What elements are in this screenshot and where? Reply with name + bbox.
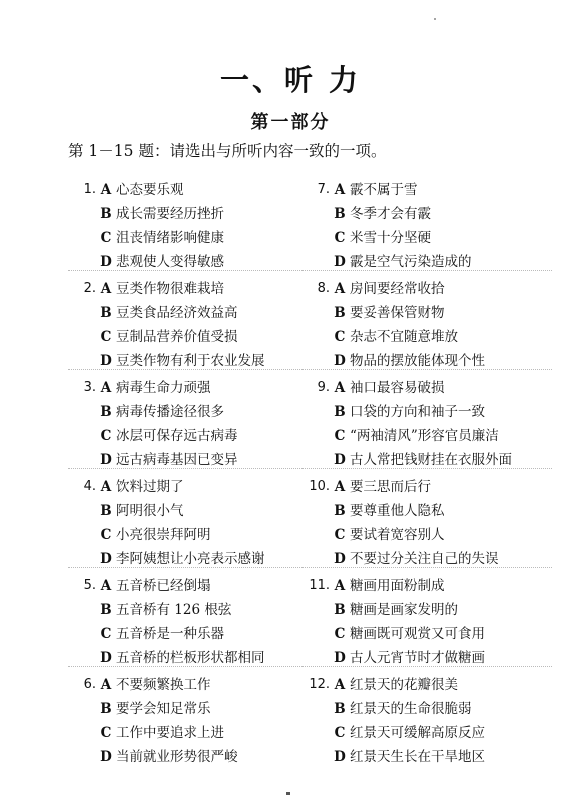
left-question-column — [68, 178, 318, 769]
option-letter: C — [334, 626, 346, 642]
question-number: 10. — [309, 479, 330, 494]
option-letter: A — [100, 578, 112, 594]
answer-option — [302, 424, 552, 448]
option-text: 心态要乐观 — [116, 182, 184, 198]
answer-option — [68, 673, 318, 697]
option-letter: B — [334, 305, 346, 321]
option-letter: C — [100, 329, 112, 345]
question-number: 5. — [83, 578, 96, 593]
option-letter: D — [334, 452, 346, 468]
option-letter: D — [100, 254, 112, 270]
answer-option — [302, 622, 552, 646]
option-text: 糖画用面粉制成 — [350, 578, 445, 594]
option-letter: D — [334, 551, 346, 567]
answer-option — [302, 178, 552, 202]
question-number: 2. — [83, 281, 96, 296]
answer-option — [68, 745, 318, 769]
answer-option — [68, 475, 318, 499]
option-text: 当前就业形势很严峻 — [116, 749, 238, 765]
option-letter: C — [100, 725, 112, 741]
answer-option — [68, 598, 318, 622]
question-block — [302, 574, 552, 673]
option-letter: C — [100, 428, 112, 444]
option-text: 红景天生长在干旱地区 — [350, 749, 485, 765]
answer-option — [302, 673, 552, 697]
option-letter: B — [334, 503, 346, 519]
page-number-mark — [286, 792, 290, 795]
option-letter: A — [334, 182, 346, 198]
answer-option — [68, 277, 318, 301]
option-letter: D — [334, 650, 346, 666]
option-text: 口袋的方向和袖子一致 — [350, 404, 485, 420]
question-block — [68, 178, 318, 277]
option-letter: C — [334, 527, 346, 543]
option-text: 远古病毒基因已变异 — [116, 452, 238, 468]
option-text: 成长需要经历挫折 — [116, 206, 224, 222]
option-letter: A — [334, 380, 346, 396]
option-text: 五音桥是一种乐器 — [116, 626, 224, 642]
option-text: 豆类作物有利于农业发展 — [116, 353, 265, 369]
option-letter: A — [334, 281, 346, 297]
option-letter: A — [100, 281, 112, 297]
option-text: 沮丧情绪影响健康 — [116, 230, 224, 246]
question-divider — [302, 567, 552, 568]
right-question-column — [302, 178, 552, 769]
option-text: 袖口最容易破损 — [350, 380, 445, 396]
question-block — [68, 277, 318, 376]
question-divider — [68, 270, 318, 271]
option-letter: B — [100, 701, 112, 717]
answer-option — [68, 523, 318, 547]
question-number: 4. — [83, 479, 96, 494]
option-text: 不要频繁换工作 — [116, 677, 211, 693]
question-block — [302, 673, 552, 769]
option-text: “两袖清风”形容官员廉洁 — [350, 428, 499, 444]
option-text: 病毒传播途径很多 — [116, 404, 224, 420]
option-text: 红景天的花瓣很美 — [350, 677, 458, 693]
answer-option — [68, 697, 318, 721]
option-letter: D — [100, 551, 112, 567]
answer-option — [302, 574, 552, 598]
option-text: 豆制品营养价值受损 — [116, 329, 238, 345]
question-number: 1. — [83, 182, 96, 197]
answer-option — [302, 376, 552, 400]
option-text: 豆类作物很难栽培 — [116, 281, 224, 297]
option-text: 五音桥有 126 根弦 — [116, 602, 232, 618]
option-text: 糖画是画家发明的 — [350, 602, 458, 618]
answer-option — [302, 202, 552, 226]
option-letter: B — [334, 206, 346, 222]
option-text: 糖画既可观赏又可食用 — [350, 626, 485, 642]
option-letter: A — [334, 578, 346, 594]
question-block — [302, 178, 552, 277]
option-letter: B — [100, 404, 112, 420]
option-letter: D — [100, 452, 112, 468]
option-letter: C — [334, 428, 346, 444]
option-text: 冰层可保存远古病毒 — [116, 428, 238, 444]
option-letter: B — [100, 602, 112, 618]
question-divider — [68, 468, 318, 469]
option-text: 霰是空气污染造成的 — [350, 254, 472, 270]
answer-option — [68, 424, 318, 448]
answer-option — [68, 301, 318, 325]
option-letter: B — [100, 206, 112, 222]
question-number: 3. — [83, 380, 96, 395]
option-text: 红景天可缓解高原反应 — [350, 725, 485, 741]
option-text: 要三思而后行 — [350, 479, 431, 495]
option-text: 不要过分关注自己的失误 — [350, 551, 499, 567]
option-letter: D — [334, 749, 346, 765]
option-letter: A — [100, 677, 112, 693]
question-block — [68, 574, 318, 673]
question-divider — [302, 666, 552, 667]
answer-option — [68, 325, 318, 349]
option-text: 物品的摆放能体现个性 — [350, 353, 485, 369]
answer-option — [68, 376, 318, 400]
option-text: 要尊重他人隐私 — [350, 503, 445, 519]
option-letter: B — [334, 602, 346, 618]
answer-option — [302, 598, 552, 622]
answer-option — [302, 277, 552, 301]
answer-option — [68, 622, 318, 646]
option-letter: C — [334, 329, 346, 345]
option-text: 冬季才会有霰 — [350, 206, 431, 222]
question-number: 9. — [317, 380, 330, 395]
option-letter: C — [334, 230, 346, 246]
option-letter: B — [100, 503, 112, 519]
option-letter: C — [100, 626, 112, 642]
option-text: 饮料过期了 — [116, 479, 184, 495]
option-text: 古人元宵节时才做糖画 — [350, 650, 485, 666]
option-text: 工作中要追求上进 — [116, 725, 224, 741]
question-divider — [68, 567, 318, 568]
option-text: 病毒生命力顽强 — [116, 380, 211, 396]
option-letter: D — [334, 353, 346, 369]
answer-option — [68, 202, 318, 226]
option-text: 要学会知足常乐 — [116, 701, 211, 717]
option-text: 阿明很小气 — [116, 503, 184, 519]
option-text: 霰不属于雪 — [350, 182, 418, 198]
answer-option — [302, 697, 552, 721]
question-divider — [68, 666, 318, 667]
answer-option — [302, 226, 552, 250]
option-letter: D — [334, 254, 346, 270]
option-letter: C — [334, 725, 346, 741]
option-text: 李阿姨想让小亮表示感谢 — [116, 551, 265, 567]
answer-option — [302, 721, 552, 745]
question-divider — [302, 468, 552, 469]
option-text: 小亮很崇拜阿明 — [116, 527, 211, 543]
question-block — [302, 475, 552, 574]
page-speck — [434, 18, 436, 20]
answer-option — [68, 178, 318, 202]
answer-option — [68, 226, 318, 250]
part-heading: 第一部分 — [250, 112, 331, 133]
option-text: 要妥善保管财物 — [350, 305, 445, 321]
answer-option — [302, 400, 552, 424]
option-letter: B — [334, 404, 346, 420]
answer-option — [302, 745, 552, 769]
question-block — [68, 475, 318, 574]
question-divider — [302, 369, 552, 370]
option-letter: B — [100, 305, 112, 321]
option-letter: D — [100, 353, 112, 369]
question-number: 8. — [317, 281, 330, 296]
option-letter: C — [100, 527, 112, 543]
option-text: 悲观使人变得敏感 — [116, 254, 224, 270]
option-text: 杂志不宜随意堆放 — [350, 329, 458, 345]
question-number: 11. — [309, 578, 330, 593]
answer-option — [302, 523, 552, 547]
answer-option — [302, 325, 552, 349]
answer-option — [68, 574, 318, 598]
option-letter: D — [100, 749, 112, 765]
option-letter: A — [100, 479, 112, 495]
instruction-text: 第 1－15 题：请选出与所听内容一致的一项。 — [68, 142, 387, 160]
option-letter: D — [100, 650, 112, 666]
answer-option — [68, 721, 318, 745]
answer-option — [68, 400, 318, 424]
option-text: 红景天的生命很脆弱 — [350, 701, 472, 717]
question-number: 12. — [309, 677, 330, 692]
question-block — [302, 376, 552, 475]
option-text: 要试着宽容别人 — [350, 527, 445, 543]
question-block — [68, 376, 318, 475]
option-letter: A — [334, 479, 346, 495]
question-block — [302, 277, 552, 376]
option-text: 米雪十分坚硬 — [350, 230, 431, 246]
option-text: 五音桥的栏板形状都相同 — [116, 650, 265, 666]
answer-option — [302, 475, 552, 499]
option-letter: B — [334, 701, 346, 717]
option-letter: A — [334, 677, 346, 693]
answer-option — [302, 499, 552, 523]
option-text: 五音桥已经倒塌 — [116, 578, 211, 594]
section-title: 一、听 力 — [219, 63, 362, 97]
option-letter: A — [100, 182, 112, 198]
answer-option — [302, 301, 552, 325]
option-letter: C — [100, 230, 112, 246]
question-divider — [302, 270, 552, 271]
question-divider — [68, 369, 318, 370]
answer-option — [68, 499, 318, 523]
option-text: 古人常把钱财挂在衣服外面 — [350, 452, 512, 468]
option-text: 豆类食品经济效益高 — [116, 305, 238, 321]
option-letter: A — [100, 380, 112, 396]
option-text: 房间要经常收拾 — [350, 281, 445, 297]
question-number: 7. — [317, 182, 330, 197]
question-block — [68, 673, 318, 769]
question-number: 6. — [83, 677, 96, 692]
